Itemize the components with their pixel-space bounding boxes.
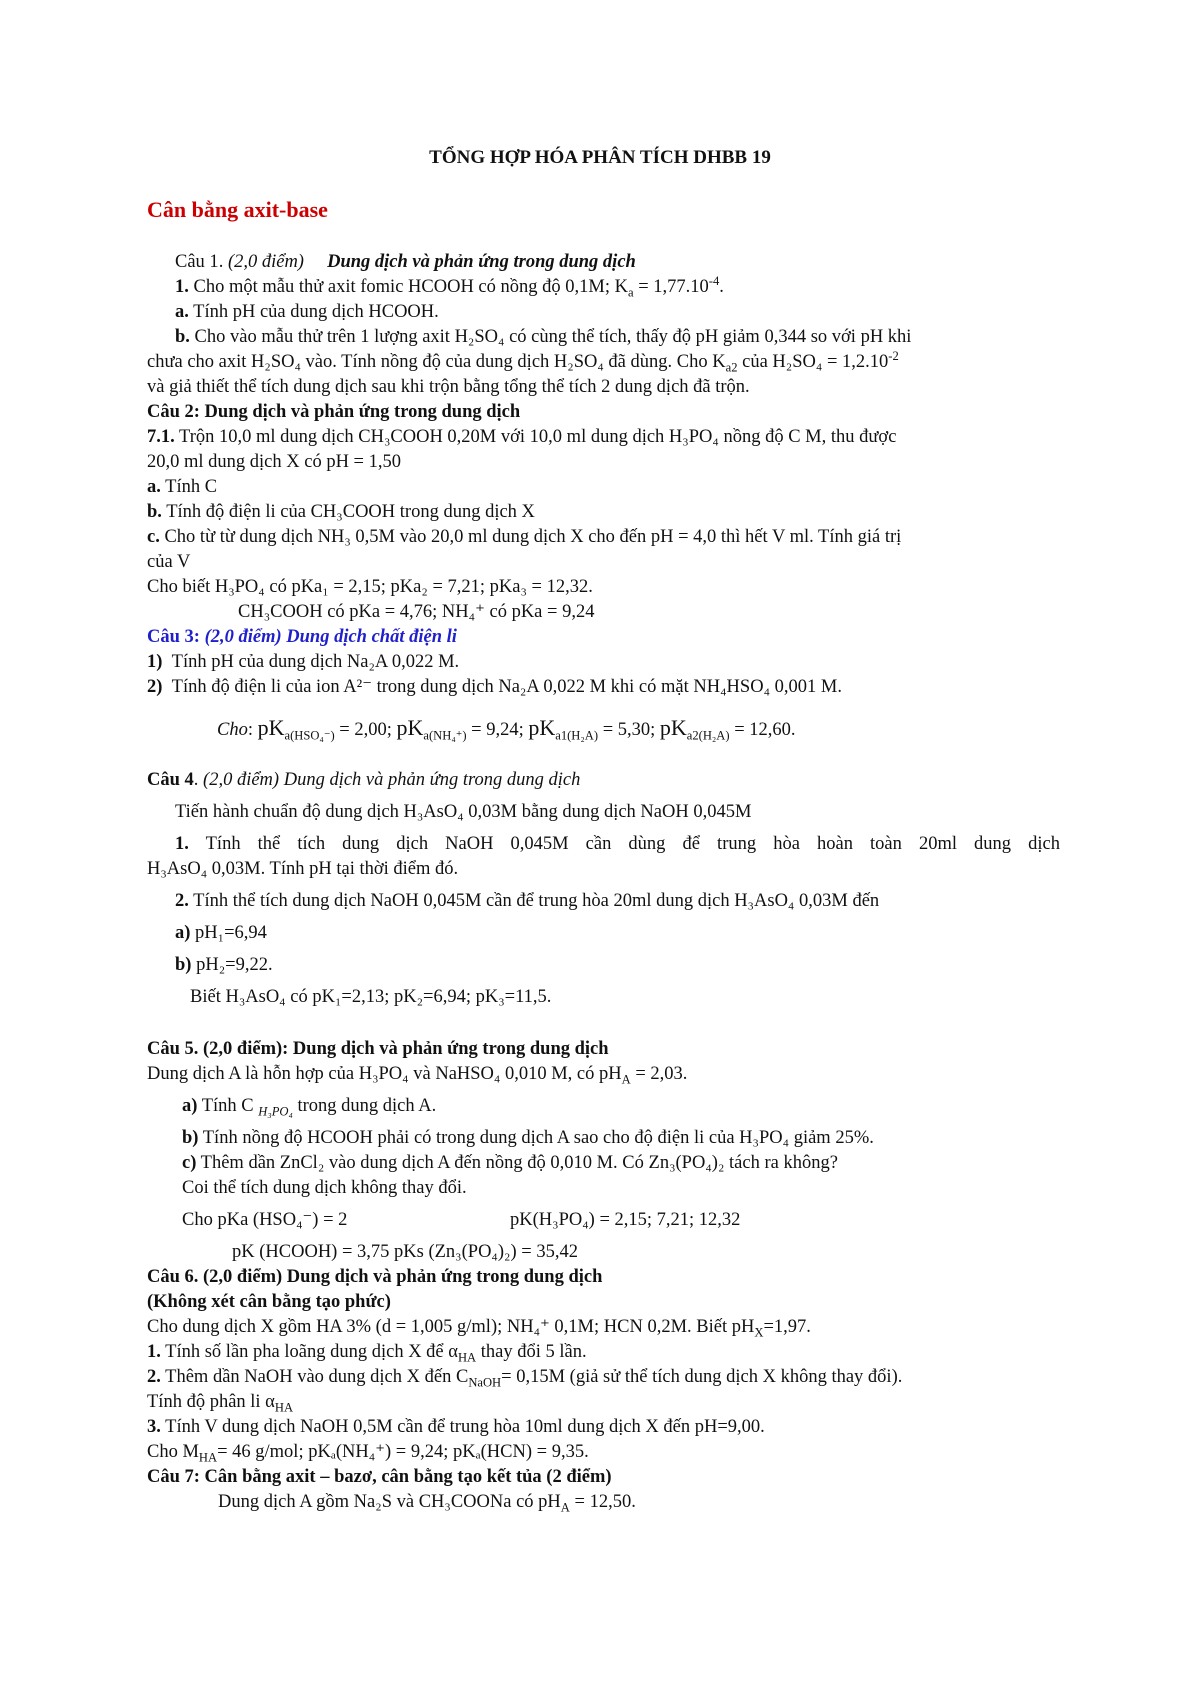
q2-a: a. Tính C [147, 477, 218, 497]
q6-p1: 1. Tính số lần pha loãng dung dịch X để $\alpha_{HA}$ thay đổi 5 lần. [147, 1342, 587, 1365]
q2-given2: CH₃COOH có pKa = 4,76; NH₄⁺ có pKa = 9,24 [238, 602, 595, 622]
q3-item2: 2) Tính độ điện li của ion A²⁻ trong dung dịch Na₂A 0,022 M khi có mặt NH₄HSO₄ 0,001 M. [147, 677, 842, 697]
q2-line2: 20,0 ml dung dịch X có pH = 1,50 [147, 452, 401, 472]
q4-given: Biết H₃AsO₄ có pK₁=2,13; pK₂=6,94; pK₃=11,5. [190, 987, 552, 1007]
q6-intro: Cho dung dịch X gồm HA 3% (d = 1,005 g/ml); NH₄⁺ 0,1M; HCN 0,2M. Biết $pH_X=1,97$. [147, 1317, 811, 1340]
q2-given1: Cho biết H₃PO₄ có pKa₁ = 2,15; pKa₂ = 7,21; pKa₃ = 12,32. [147, 577, 593, 597]
q5-note: Coi thể tích dung dịch không thay đổi. [182, 1178, 467, 1198]
q5-a: a) Tính C $_{H_3PO_4}$ trong dung dịch A. [182, 1096, 437, 1119]
q3-header: Câu 3: (2,0 điểm) Dung dịch chất điện li [147, 627, 457, 647]
q4-intro: Tiến hành chuẩn độ dung dịch H₃AsO₄ 0,03M bằng dung dịch NaOH 0,045M [175, 802, 752, 822]
q5-given1: Cho pKa (HSO₄⁻) = 2 [182, 1210, 348, 1230]
q6-p3: 3. Tính V dung dịch NaOH 0,5M cần để trung hòa 10ml dung dịch X đến pH=9,00. [147, 1417, 765, 1437]
q2-heading: Câu 2: Dung dịch và phản ứng trong dung dịch [147, 402, 521, 422]
q1-b-line3: và giả thiết thể tích dung dịch sau khi trộn bằng tổng thể tích 2 dung dịch đã trộn. [147, 377, 750, 397]
q5-given3: pK (HCOOH) = 3,75 pKs (Zn₃(PO₄)₂) = 35,42 [232, 1242, 578, 1262]
q6-p2-line2: Tính độ phân li $\alpha_{HA}$ [147, 1392, 294, 1415]
q4-p1-line1: 1. Tính thể tích dung dịch NaOH 0,045M cần dùng để trung hòa hoàn toàn 20ml dung dịch [175, 834, 1060, 854]
q2-b: b. Tính độ điện li của CH₃COOH trong dung dịch X [147, 502, 535, 522]
q3-item1: 1) Tính pH của dung dịch Na₂A 0,022 M. [147, 652, 460, 672]
q1-points: (2,0 điểm) [227, 252, 304, 272]
q1-part1: 1. Cho một mẫu thử axit fomic HCOOH có nồng độ 0,1M; $K_a = 1,77.10^{-4}$. [175, 273, 724, 300]
q4-b: b) pH₂=9,22. [175, 955, 273, 975]
q6-subheading: (Không xét cân bằng tạo phức) [147, 1292, 391, 1312]
q1-header: Câu 1. (2,0 điểm) Dung dịch và phản ứng trong dung dịch [175, 252, 636, 272]
q5-b: b) Tính nồng độ HCOOH phải có trong dung dịch A sao cho độ điện li của H₃PO₄ giảm 25%. [182, 1128, 874, 1148]
q6-p2: 2. Thêm dần NaOH vào dung dịch X đến $C_{NaOH}= 0,15M$ (giả sử thể tích dung dịch X không thay đổi). [147, 1367, 903, 1390]
q4-a: a) pH₁=6,94 [175, 923, 267, 943]
q5-heading: Câu 5. (2,0 điểm): Dung dịch và phản ứng trong dung dịch [147, 1039, 609, 1059]
q2-line1: 7.1. Trộn 10,0 ml dung dịch CH₃COOH 0,20M với 10,0 ml dung dịch H₃PO₄ nồng độ C M, thu được [147, 427, 897, 447]
q1-topic: Dung dịch và phản ứng trong dung dịch [327, 252, 636, 272]
q2-c-line2: của V [147, 552, 191, 572]
q2-c-line1: c. Cho từ từ dung dịch NH₃ 0,5M vào 20,0 ml dung dịch X cho đến pH = 4,0 thì hết V ml. Tính giá trị [147, 527, 902, 547]
q1-b-line1: b. Cho vào mẫu thử trên 1 lượng axit H₂SO₄ có cùng thể tích, thấy độ pH giảm 0,344 so với pH khi [175, 327, 912, 347]
q1-a: a. Tính pH của dung dịch HCOOH. [175, 302, 439, 322]
q3-constants: Cho: $pK_{a(HSO_4^-)} = 2,00$; $pK_{a(NH_4^+)} = 9,24$; $pK_{a1(H_2A)} = 5,30$; $pK_{a2(H_2A)} = 12,60$. [217, 715, 796, 743]
q5-intro: Dung dịch A là hỗn hợp của H₃PO₄ và NaHSO₄ 0,010 M, có $pH_A = 2,03$. [147, 1064, 688, 1087]
q4-header: Câu 4. (2,0 điểm) Dung dịch và phản ứng trong dung dịch [147, 770, 581, 790]
section-heading: Cân bằng axit-base [147, 197, 328, 222]
q5-c: c) Thêm dần ZnCl₂ vào dung dịch A đến nồng độ 0,010 M. Có Zn₃(PO₄)₂ tách ra không? [182, 1153, 838, 1173]
q1-b-line2: chưa cho axit H₂SO₄ vào. Tính nồng độ của dung dịch H₂SO₄ đã dùng. Cho $K_{a2}$ của $H_2SO_4 = 1,2.10^{-2}$ [147, 348, 899, 375]
q4-p1-line2: H₃AsO₄ 0,03M. Tính pH tại thời điểm đó. [147, 859, 459, 879]
q7-intro: Dung dịch A gồm Na₂S và CH₃COONa có $pH_A = 12,50$. [218, 1492, 636, 1515]
q1-label: Câu 1 [175, 252, 219, 272]
q4-p2: 2. Tính thể tích dung dịch NaOH 0,045M cần để trung hòa 20ml dung dịch H₃AsO₄ 0,03M đến [175, 891, 880, 911]
q7-heading: Câu 7: Cân bằng axit – bazơ, cân bằng tạo kết tủa (2 điểm) [147, 1467, 612, 1487]
q6-given: Cho $M_{HA}= 46$ g/mol; pKₐ(NH₄⁺) = 9,24; pKₐ(HCN) = 9,35. [147, 1442, 589, 1465]
q5-given2: pK(H₃PO₄) = 2,15; 7,21; 12,32 [510, 1210, 741, 1230]
document-title: TỔNG HỢP HÓA PHÂN TÍCH DHBB 19 [429, 147, 771, 168]
q6-heading: Câu 6. (2,0 điểm) Dung dịch và phản ứng trong dung dịch [147, 1267, 603, 1287]
